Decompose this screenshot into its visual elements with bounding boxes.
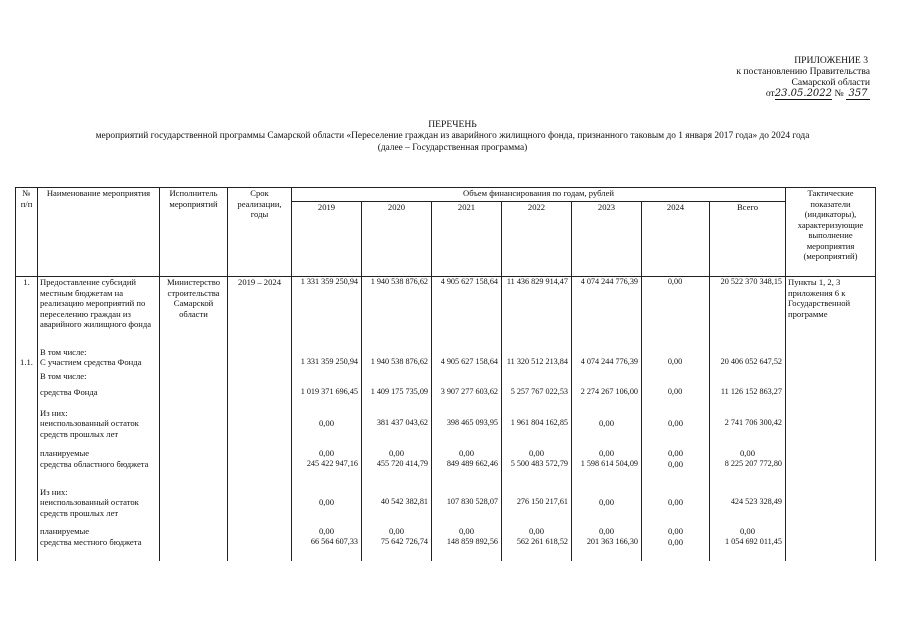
table-row	[16, 444, 876, 459]
appendix-title: ПРИЛОЖЕНИЕ 3	[794, 55, 868, 66]
cell-2021: 3 907 277 603,62	[432, 382, 502, 402]
document-subtitle	[30, 130, 875, 154]
header-indicators: Тактические показатели (индикаторы), характеризующие выполнение мероприятия (мероприятий)	[786, 188, 876, 277]
cell-2021: 148 859 892,56	[432, 537, 502, 561]
cell-2021: 107 830 528,07	[432, 497, 502, 523]
header-year-2019: 2019	[292, 202, 362, 277]
cell-2022: 0,00	[502, 523, 572, 537]
header-funding: Объем финансирования по годам, рублей	[292, 188, 786, 202]
cell-2021: 398 465 093,95	[432, 418, 502, 444]
row-indicators: Пункты 1, 2, 3 приложения 6 к Государственной программе	[786, 277, 876, 347]
measures-table	[15, 187, 876, 561]
row-name: неиспользованный остаток средств прошлых лет	[38, 418, 160, 444]
cell-2024: 0,00	[642, 497, 710, 523]
row-name: средства областного бюджета	[38, 459, 160, 483]
cell-total: 0,00	[710, 444, 786, 459]
cell-2024: 0,00	[642, 382, 710, 402]
header-name: Наименование мероприятия	[38, 188, 160, 277]
header-year-2020: 2020	[362, 202, 432, 277]
cell-2022: 1 961 804 162,85	[502, 418, 572, 444]
row-name: средства Фонда	[38, 382, 160, 402]
cell-2023: 4 074 244 776,39	[572, 357, 642, 371]
cell-total: 0,00	[710, 523, 786, 537]
table-row	[16, 382, 876, 402]
cell-2022: 5 257 767 022,53	[502, 382, 572, 402]
cell-2022: 5 500 483 572,79	[502, 459, 572, 483]
cell-2019: 245 422 947,16	[292, 459, 362, 483]
label-of-them: Из них:	[38, 402, 160, 419]
row-name: средства местного бюджета	[38, 537, 160, 561]
cell-2019: 0,00	[292, 418, 362, 444]
cell-2022: 562 261 618,52	[502, 537, 572, 561]
cell-2019: 1 331 359 250,94	[292, 277, 362, 347]
table-row	[16, 371, 876, 382]
header-year-2024: 2024	[642, 202, 710, 277]
cell-2022: 11 320 512 213,84	[502, 357, 572, 371]
cell-total: 20 406 052 647,52	[710, 357, 786, 371]
cell-total: 8 225 207 772,80	[710, 459, 786, 483]
cell-2023: 0,00	[572, 444, 642, 459]
handwritten-number: 357	[846, 88, 870, 100]
cell-2024: 0,00	[642, 444, 710, 459]
cell-2020: 40 542 382,81	[362, 497, 432, 523]
table-row	[16, 418, 876, 444]
cell-2024: 0,00	[642, 459, 710, 483]
row-num: 1.	[16, 277, 38, 347]
table-row	[16, 523, 876, 537]
table-row	[16, 483, 876, 498]
cell-total: 20 522 370 348,15	[710, 277, 786, 347]
table-row	[16, 347, 876, 358]
table-row	[16, 537, 876, 561]
table-row	[16, 459, 876, 483]
cell-2020: 0,00	[362, 523, 432, 537]
cell-2024: 0,00	[642, 277, 710, 347]
row-num: 1.1.	[16, 357, 38, 371]
header-year-2023: 2023	[572, 202, 642, 277]
header-num: № п/п	[16, 188, 38, 277]
cell-2021: 0,00	[432, 523, 502, 537]
appendix-date-line	[700, 88, 870, 100]
cell-total: 1 054 692 011,45	[710, 537, 786, 561]
label-including: В том числе:	[38, 347, 160, 358]
header-total: Всего	[710, 202, 786, 277]
cell-2024: 0,00	[642, 357, 710, 371]
cell-2020: 1 940 538 876,62	[362, 357, 432, 371]
appendix-block	[700, 55, 870, 100]
cell-2021: 4 905 627 158,64	[432, 357, 502, 371]
row-term: 2019 – 2024	[228, 277, 292, 347]
cell-2020: 1 409 175 735,09	[362, 382, 432, 402]
document-title: ПЕРЕЧЕНЬ	[428, 119, 477, 130]
header-year-2022: 2022	[502, 202, 572, 277]
cell-2023: 2 274 267 106,00	[572, 382, 642, 402]
header-term: Срок реализации, годы	[228, 188, 292, 277]
row-name: С участием средства Фонда	[38, 357, 160, 371]
cell-2023: 0,00	[572, 418, 642, 444]
row-name: неиспользованный остаток средств прошлых лет	[38, 497, 160, 523]
cell-2023: 201 363 166,30	[572, 537, 642, 561]
cell-2019: 0,00	[292, 523, 362, 537]
label-of-them: Из них:	[38, 483, 160, 498]
cell-2019: 1 019 371 696,45	[292, 382, 362, 402]
cell-total: 424 523 328,49	[710, 497, 786, 523]
cell-2020: 381 437 043,62	[362, 418, 432, 444]
table-row	[16, 357, 876, 371]
cell-2024: 0,00	[642, 418, 710, 444]
header-year-2021: 2021	[432, 202, 502, 277]
cell-2023: 4 074 244 776,39	[572, 277, 642, 347]
table-row	[16, 402, 876, 419]
cell-2021: 849 489 662,46	[432, 459, 502, 483]
cell-2020: 0,00	[362, 444, 432, 459]
cell-2022: 0,00	[502, 444, 572, 459]
cell-2024: 0,00	[642, 523, 710, 537]
subtitle-line-1: мероприятий государственной программы Самарской области «Переселение граждан из аварийного жилищного фонда, признанного таковым до 1 января 2017 года» до 2024 года	[95, 131, 810, 141]
subtitle-line-2: (далее – Государственная программа)	[377, 143, 528, 153]
number-label: №	[834, 88, 844, 99]
cell-2020: 1 940 538 876,62	[362, 277, 432, 347]
table-row	[16, 277, 876, 347]
cell-2023: 0,00	[572, 497, 642, 523]
handwritten-date: 23.05.2022	[774, 88, 833, 99]
cell-2023: 1 598 614 504,09	[572, 459, 642, 483]
row-name: планируемые	[38, 523, 160, 537]
from-label: от	[765, 88, 775, 99]
row-name: Предоставление субсидий местным бюджетам на реализацию мероприятий по переселению граждан из аварийного жилищного фонда	[38, 277, 160, 347]
cell-2019: 66 564 607,33	[292, 537, 362, 561]
appendix-line-region: Самарской области	[791, 77, 870, 88]
cell-total: 11 126 152 863,27	[710, 382, 786, 402]
cell-2024: 0,00	[642, 537, 710, 561]
cell-2023: 0,00	[572, 523, 642, 537]
table-row	[16, 497, 876, 523]
row-name: планируемые	[38, 444, 160, 459]
cell-2020: 75 642 726,74	[362, 537, 432, 561]
cell-total: 2 741 706 300,42	[710, 418, 786, 444]
cell-2022: 11 436 829 914,47	[502, 277, 572, 347]
cell-2021: 0,00	[432, 444, 502, 459]
cell-2021: 4 905 627 158,64	[432, 277, 502, 347]
header-executor: Исполнитель мероприятий	[160, 188, 228, 277]
row-executor: Министерство строительства Самарской области	[160, 277, 228, 347]
cell-2022: 276 150 217,61	[502, 497, 572, 523]
label-including: В том числе:	[38, 371, 160, 382]
appendix-line-resolution: к постановлению Правительства	[736, 66, 870, 77]
cell-2019: 0,00	[292, 497, 362, 523]
cell-2019: 0,00	[292, 444, 362, 459]
cell-2020: 455 720 414,79	[362, 459, 432, 483]
cell-2019: 1 331 359 250,94	[292, 357, 362, 371]
